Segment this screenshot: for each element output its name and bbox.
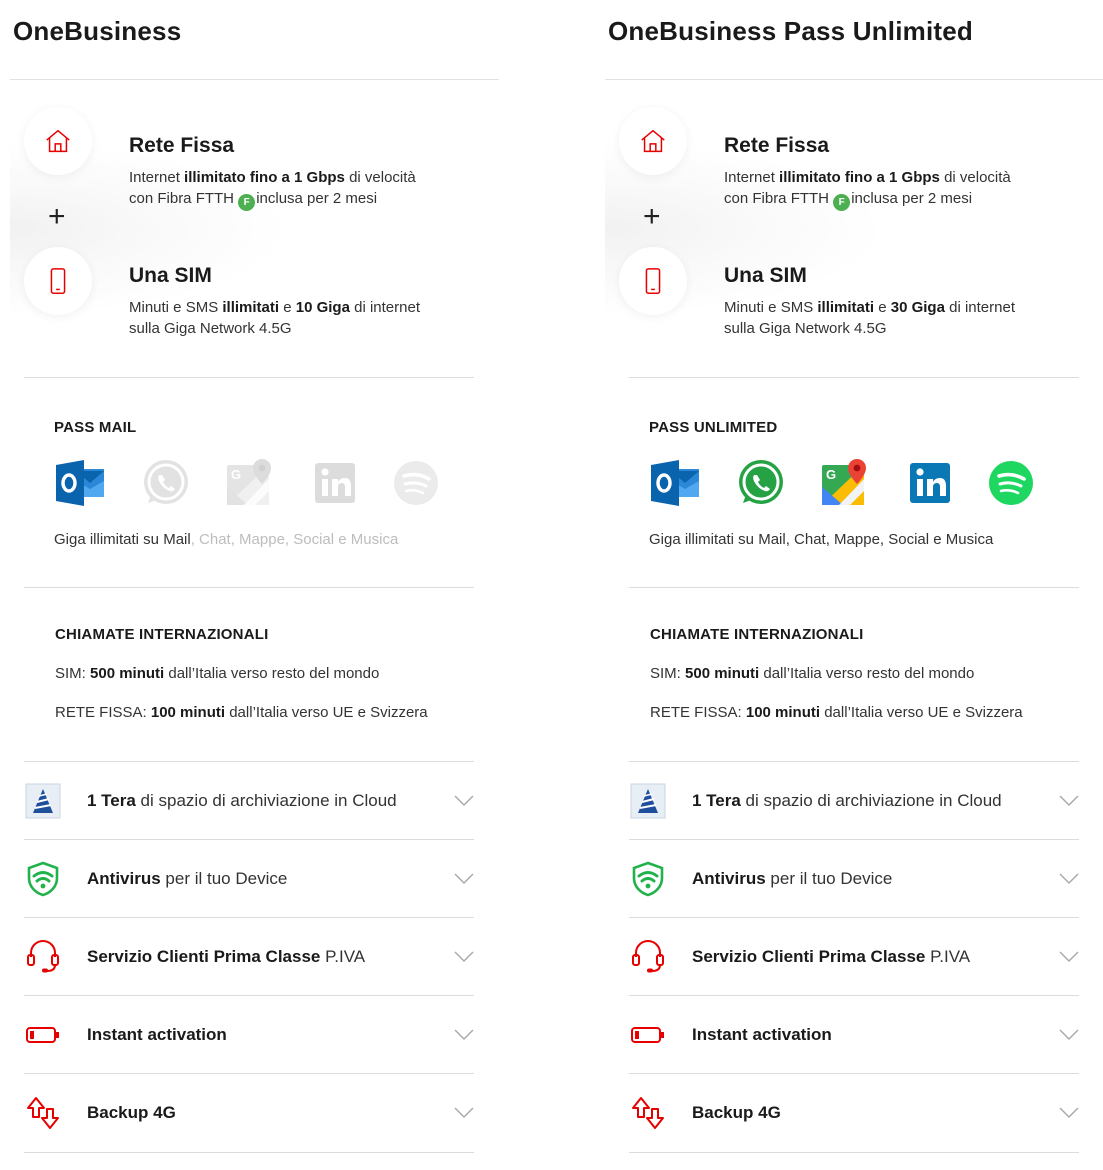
cloud-storage-icon [24,782,62,820]
pass-apps [54,457,454,509]
svg-text:G: G [826,467,837,482]
cloud-storage-icon [629,782,667,820]
home-icon-circle [24,107,92,175]
battery-icon [629,1016,667,1054]
home-icon-circle [619,107,687,175]
service-label: Instant activation [692,1025,832,1044]
service-label: Instant activation [87,1025,227,1044]
chevron-down-icon[interactable] [1059,795,1079,807]
pass-label: PASS UNLIMITED [649,419,778,436]
pass-label: PASS MAIL [54,419,137,436]
antivirus-shield-icon [629,860,667,898]
service-label: Backup 4G [87,1103,176,1122]
chevron-down-icon[interactable] [1059,951,1079,963]
divider [24,1152,474,1153]
plus-sign: + [643,200,661,233]
divider [629,1152,1079,1153]
plan-title: OneBusiness Pass Unlimited [608,16,973,46]
service-label: 1 Tera di spazio di archiviazione in Cloud [692,791,1002,810]
fiber-badge-icon: F [238,194,255,211]
service-row-backup[interactable] [24,1074,474,1152]
spotify-icon [390,457,442,509]
intl-fixed-minutes: RETE FISSA: 100 minuti dall’Italia verso UE e Svizzera [650,704,1023,721]
fixed-line-description: Internet illimitato fino a 1 Gbps di velocità con Fibra FTTH F inclusa per 2 mesi [724,167,1044,211]
home-icon [43,126,73,156]
plan-column-onebusiness [10,0,510,1170]
maps-icon [819,457,871,509]
service-label: Servizio Clienti Prima Classe P.IVA [87,947,366,966]
divider [629,377,1079,378]
intl-fixed-minutes: RETE FISSA: 100 minuti dall’Italia verso UE e Svizzera [55,704,428,721]
phone-icon-circle [24,247,92,315]
sim-description: Minuti e SMS illimitati e 10 Giga di internet sulla Giga Network 4.5G [129,299,420,337]
service-row-cloud[interactable] [629,762,1079,840]
linkedin-icon [904,457,956,509]
sim-title: Una SIM [724,264,807,287]
outlook-icon [649,457,701,509]
chevron-down-icon[interactable] [1059,1107,1079,1119]
service-label: Antivirus per il tuo Device [692,869,893,888]
headset-icon [629,938,667,976]
sim-title: Una SIM [129,264,212,287]
chevron-down-icon[interactable] [454,795,474,807]
chevron-down-icon[interactable] [454,1029,474,1041]
service-row-instant-activation[interactable] [24,996,474,1074]
spotify-icon [985,457,1037,509]
backup-arrows-icon [629,1094,667,1132]
plan-title: OneBusiness [13,16,182,46]
chevron-down-icon[interactable] [454,873,474,885]
plan-column-onebusiness-pass-unlimited [605,0,1103,1170]
service-row-customer-care[interactable] [629,918,1079,996]
whatsapp-icon [140,457,192,509]
service-row-antivirus[interactable] [629,840,1079,918]
phone-icon-circle [619,247,687,315]
service-label: 1 Tera di spazio di archiviazione in Cloud [87,791,397,810]
divider [24,377,474,378]
intl-sim-minutes: SIM: 500 minuti dall’Italia verso resto del mondo [55,665,380,682]
intl-calls-label: CHIAMATE INTERNAZIONALI [650,626,864,643]
service-label: Servizio Clienti Prima Classe P.IVA [692,947,971,966]
plus-sign: + [48,200,66,233]
fiber-badge-icon: F [833,194,850,211]
fixed-line-title: Rete Fissa [129,134,235,157]
smartphone-icon [43,266,73,296]
battery-icon [24,1016,62,1054]
service-row-backup[interactable] [629,1074,1079,1152]
maps-icon [224,457,276,509]
whatsapp-icon [735,457,787,509]
antivirus-shield-icon [24,860,62,898]
divider [629,587,1079,588]
intl-calls-label: CHIAMATE INTERNAZIONALI [55,626,269,643]
chevron-down-icon[interactable] [454,1107,474,1119]
pass-apps [649,457,1049,509]
chevron-down-icon[interactable] [454,951,474,963]
chevron-down-icon[interactable] [1059,1029,1079,1041]
svg-text:G: G [231,467,242,482]
divider [10,79,499,80]
divider [605,79,1103,80]
fixed-line-description: Internet illimitato fino a 1 Gbps di velocità con Fibra FTTH F inclusa per 2 mesi [129,167,449,211]
divider [24,587,474,588]
home-icon [638,126,668,156]
service-row-cloud[interactable] [24,762,474,840]
chevron-down-icon[interactable] [1059,873,1079,885]
sim-description: Minuti e SMS illimitati e 30 Giga di internet sulla Giga Network 4.5G [724,299,1015,337]
outlook-icon [54,457,106,509]
smartphone-icon [638,266,668,296]
headset-icon [24,938,62,976]
intl-sim-minutes: SIM: 500 minuti dall’Italia verso resto del mondo [650,665,975,682]
pass-giga-description: Giga illimitati su Mail, Chat, Mappe, Social e Musica [649,531,994,548]
service-label: Antivirus per il tuo Device [87,869,288,888]
backup-arrows-icon [24,1094,62,1132]
pass-giga-description: Giga illimitati su Mail, Chat, Mappe, Social e Musica [54,531,399,548]
service-row-instant-activation[interactable] [629,996,1079,1074]
service-label: Backup 4G [692,1103,781,1122]
linkedin-icon [309,457,361,509]
service-row-antivirus[interactable] [24,840,474,918]
fixed-line-title: Rete Fissa [724,134,830,157]
service-row-customer-care[interactable] [24,918,474,996]
